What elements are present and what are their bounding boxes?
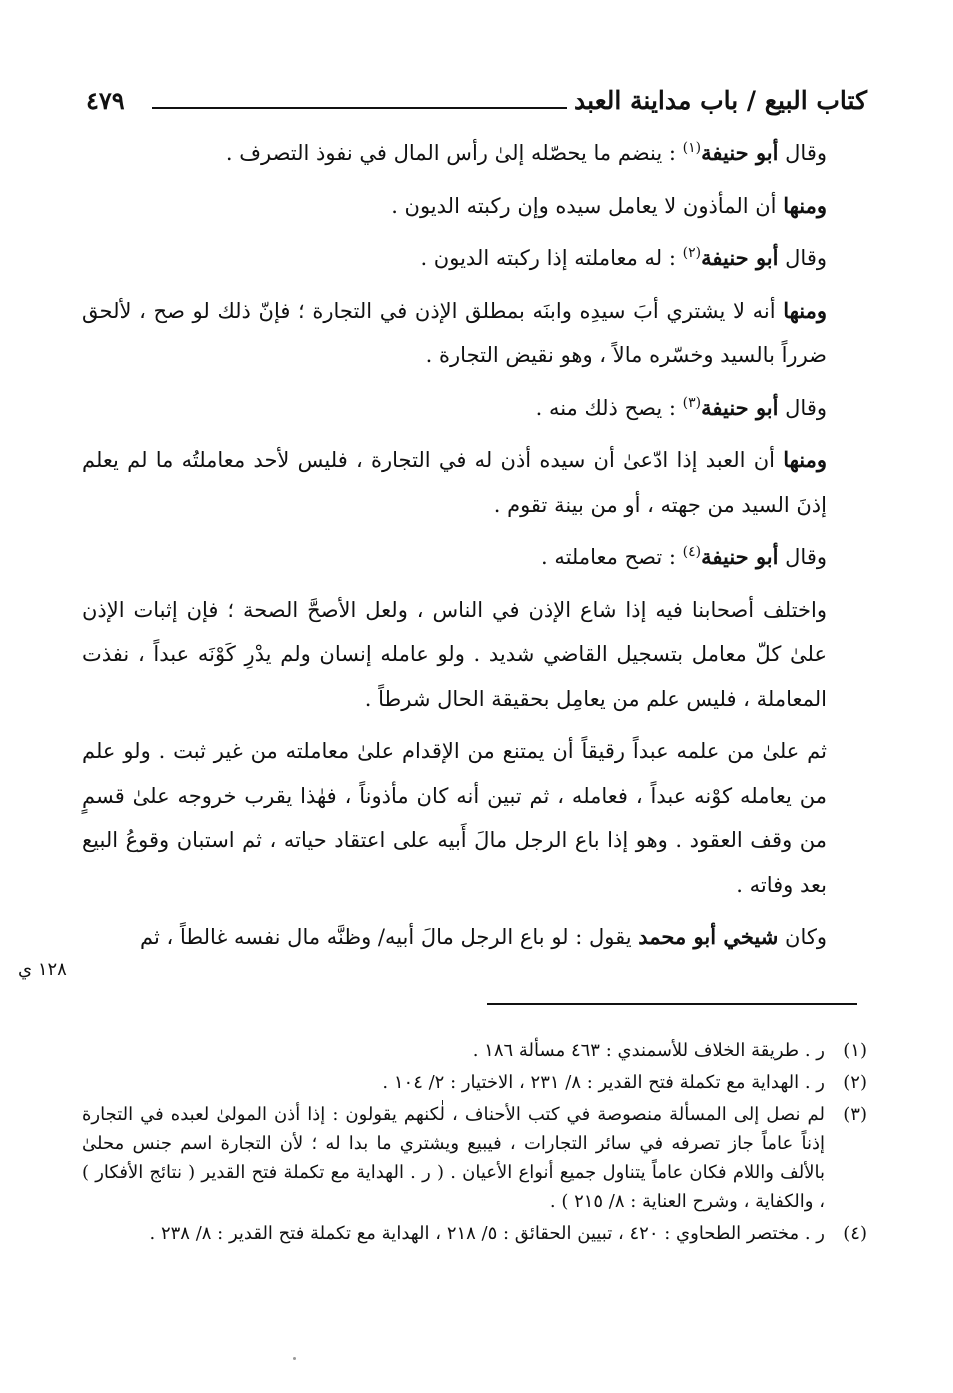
paragraph: وقال أبو حنيفة$^{(١)}$ : ينضم ما يحصّله إلىٰ رأس المال في نفوذ التصرف . — [225, 140, 827, 165]
footnote — [82, 1036, 867, 1065]
page-number: ٤٧٩ — [86, 86, 125, 115]
footnote — [82, 1068, 867, 1097]
footnote-ref[interactable]: (٢) — [682, 245, 702, 261]
paragraph: ومنها أنه لا يشتري أبَ سيدِه وابنَه بمطلق الإذن في التجارة ؛ فإنّ ذلك لو صح ، لألحق ضرراً بالسيد وخسّره مالاً ، وهو نقيض التجارة . — [82, 297, 827, 367]
main-text — [82, 131, 867, 968]
footnote — [82, 1219, 867, 1248]
bold-lead: ومنها — [783, 447, 827, 472]
footnote-text: ر . طريقة الخلاف للأسمندي : ٤٦٣ مسألة ١٨٦ . — [472, 1040, 825, 1061]
footnote-text: ر . الهداية مع تكملة فتح القدير : ٨/ ٢٣١ ، الاختيار : ٢/ ١٠٤ . — [382, 1072, 825, 1093]
footnote-ref[interactable]: (٤) — [682, 544, 702, 560]
header-title: كتاب البيع / باب مداينة العبد — [574, 86, 867, 115]
bold-name: شيخي أبو محمد — [638, 924, 779, 949]
footnote-number: (١) — [843, 1040, 867, 1061]
bold-name: أبو حنيفة — [701, 544, 779, 569]
footnote — [82, 1100, 867, 1216]
paragraph: ومنها أن المأذون لا يعامل سيده وإن ركبته الديون . — [391, 192, 827, 218]
paragraph: وقال أبو حنيفة$^{(٢)}$ : له معاملته إذا ركبته الديون . — [420, 245, 827, 270]
footnote-text: ر . مختصر الطحاوي : ٤٢٠ ، تبيين الحقائق : ٥/ ٢١٨ ، الهداية مع تكملة فتح القدير : ٨/ ٢٣٨ . — [149, 1223, 825, 1244]
paragraph: ثم علىٰ من علمه عبداً رقيقاً أن يمتنع من الإقدام علىٰ معاملته من غير ثبت . ولو علم من يعامله كوْنه عبداً ، فعامله ، ثم تبين أنه كان مأذوناً ، فهٰذا يقرب خروجه علىٰ قسمٍ من وقف العقود . وهو إذا باع الرجل مالَ أَبيه على اعتقاد حياته ، ثم استبان وقوعُ البيع بعد وفاته . — [82, 739, 827, 897]
bold-name: أبو حنيفة — [701, 245, 779, 270]
print-speck — [293, 1357, 296, 1360]
paragraph: وكان شيخي أبو محمد يقول : لو باع الرجل مالَ أبيه/ وظنَّه مال نفسه غالطاً ، ثم — [140, 924, 827, 949]
footnote-ref[interactable]: (٣) — [682, 394, 702, 411]
bold-name: أبو حنيفة — [701, 140, 779, 165]
paragraph: واختلف أصحابنا فيه إذا شاع الإذن في الناس ، ولعل الأصحَّ الصحة ؛ فإن إثبات الإذن علىٰ كلّ معامل بتسجيل القاضي شديد . ولو عامله إنسان ولم يدْرِ كَوْنَه عبداً ، نفذت المعاملة ، فليس علم من يعامِل بحقيقة الحال شرطاً . — [82, 597, 827, 711]
footnote-number: (٣) — [843, 1104, 867, 1125]
paragraph: ومنها أن العبد إذا ادّعىٰ أن سيده أذن له في التجارة ، فليس لأحد معاملتُه ما لم يعلم إذنَ السيد من جهته ، أو من بينة تقوم . — [82, 447, 827, 517]
running-header — [86, 84, 867, 120]
bold-lead: ومنها — [783, 297, 827, 323]
footnote-number: (٢) — [843, 1072, 867, 1093]
footnote-number: (٤) — [843, 1223, 867, 1244]
footnotes — [82, 1036, 867, 1251]
header-rule — [152, 107, 567, 109]
paragraph: وقال أبو حنيفة$^{(٣)}$ : يصح ذلك منه . — [535, 394, 827, 420]
paragraph: وقال أبو حنيفة$^{(٤)}$ : تصح معاملته . — [540, 544, 827, 569]
margin-manuscript-ref: ١٢٨ ي — [18, 959, 67, 980]
bold-name: أبو حنيفة — [701, 394, 779, 420]
bold-lead: ومنها — [783, 192, 827, 218]
footnote-separator — [487, 1003, 857, 1005]
footnote-text: لم نصل إلى المسألة منصوصة في كتب الأحناف ، لٰكنهم يقولون : إذا أذن المولىٰ لعبده في التجارة إذناً عاماً جاز تصرفه في سائر التجارات ، فيبيع ويشتري ما بدا له ؛ لأن التجارة اسم جنس محلىٰ بالألف واللام فكان عاماً يتناول جميع أنواع الأعيان . ( ر . الهداية مع تكملة فتح القدير ( نتائج الأفكار ) ، والكفاية ، وشرح العناية : ٨/ ٢١٥ ) . — [82, 1104, 825, 1212]
footnote-ref[interactable]: (١) — [682, 140, 702, 156]
